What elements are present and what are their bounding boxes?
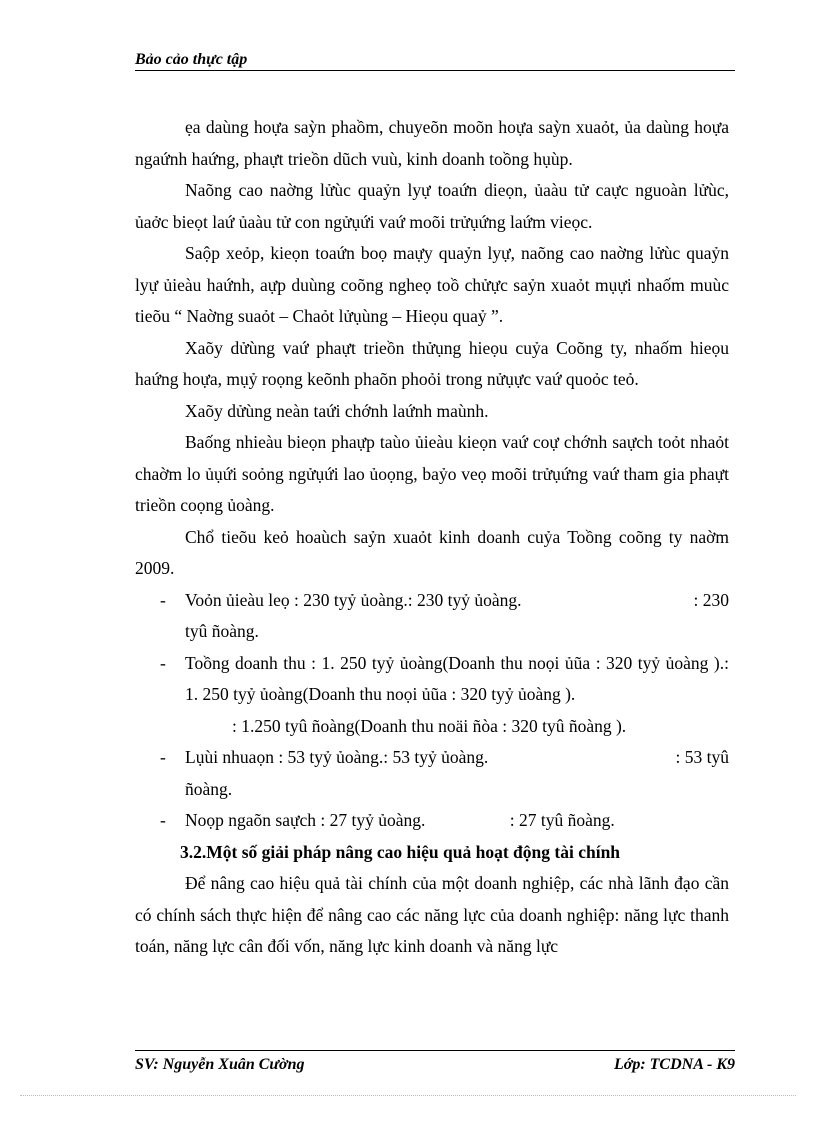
list-item [135, 805, 729, 837]
paragraph-2: Naõng cao naờng lửùc quaỷn lyự toaứn dieọn, ủaàu tử caực nguoàn lửùc, ủaởc bieọt laứ ủaàu tử con ngửụứi vaứ moõi trửụứng laứm vieọc. [135, 180, 729, 232]
page-header-title: Bảo cảo thực tập [135, 51, 248, 68]
paragraph-3: Saộp xeỏp, kieọn toaứn boọ maựy quaỷn lyự, naõng cao naờng lửùc quaỷn lyự ủieàu haứnh, aựp duùng coõng ngheọ toồ chửực saỷn xuaỏt mụựi nhaốm muùc tieõu “ Naờng suaỏt – Chaỏt lửụùng – Hieọu quaỷ ”. [135, 243, 729, 326]
list-item-cont: tyû ñoàng. [185, 621, 259, 641]
list-item-text: Noọp ngaõn saựch : 27 tyỷ ủoàng. [185, 810, 426, 830]
list-item-continuation [135, 774, 729, 806]
list-item-right-value: : 27 tyû ñoàng. [509, 810, 615, 830]
page-edge-dotted-line [20, 1095, 796, 1096]
list-item [135, 585, 729, 617]
paragraph-7: Chổ tieõu keỏ hoaùch saỷn xuaỏt kinh doanh cuỷa Toồng coõng ty naờm 2009. [135, 526, 729, 578]
list-item [135, 742, 729, 774]
page-footer [135, 1054, 735, 1076]
list-item-text: Toồng doanh thu : 1. 250 tyỷ ủoàng(Doanh thu noọi ủũa : 320 tyỷ ủoàng ).: 1. 250 tyỷ ủoàng(Doanh thu noọi ủũa : 320 tyỷ ủoàng ). [185, 652, 729, 704]
list-item-text: Lụùi nhuaọn : 53 tyỷ ủoàng.: 53 tyỷ ủoàng. [185, 747, 489, 767]
list-item-continuation: : 1.250 tyû ñoàng(Doanh thu noäi ñòa : 320 tyû ñoàng ). [232, 715, 627, 736]
list-item-right-value: : 53 tyû [675, 747, 729, 767]
list-item [135, 648, 729, 711]
section-paragraph: Để nâng cao hiệu quả tài chính của một doanh nghiệp, các nhà lãnh đạo cần có chính sách thực hiện để nâng cao các năng lực của doanh nghiệp: năng lực thanh toán, năng lực cân đối vốn, năng lực kinh doanh và năng lực [135, 873, 729, 956]
paragraph-4: Xaõy dửùng vaứ phaựt trieồn thửụng hieọu cuỷa Coõng ty, nhaốm hieọu haứng hoựa, mụỷ roọng keõnh phaõn phoỏi trong nửụực vaứ quoỏc teỏ. [135, 337, 729, 389]
list-dash: - [160, 589, 166, 610]
list-item-cont: ñoàng. [185, 778, 233, 799]
footer-rule [135, 1050, 735, 1051]
list-dash: - [160, 810, 166, 830]
list-dash: - [160, 747, 166, 767]
paragraph-5: Xaõy dửùng neàn taứi chớnh laứnh maùnh. [185, 400, 489, 421]
document-body [135, 112, 729, 963]
list-dash: - [160, 652, 166, 673]
footer-student-name: SV: Nguyễn Xuân Cường [135, 1056, 305, 1073]
list-item-text: Voỏn ủieàu leọ : 230 tyỷ ủoàng.: 230 tyỷ ủoàng. [185, 589, 522, 610]
list-item-right-value: : 230 [693, 589, 729, 610]
paragraph-1: ẹa daùng hoựa saỳn phaồm, chuyeõn moõn hoựa saỳn xuaỏt, ủa daùng hoựa ngaứnh haứng, phaựt trieồn dũch vuù, kinh doanh toồng hụùp. [135, 117, 729, 169]
paragraph-6: Baống nhieàu bieọn phaựp taùo ủieàu kieọn vaứ coự chớnh saựch toỏt nhaỏt chaờm lo ủụứi soỏng ngửụứi lao ủoọng, baỷo veọ moõi trửụứng vaứ tham gia phaựt trieồn coọng ủoàng. [135, 432, 729, 515]
list-item-continuation [135, 616, 729, 648]
footer-class: Lớp: TCDNA - K9 [613, 1056, 735, 1073]
header-rule [135, 70, 735, 71]
section-heading: 3.2.Một số giải pháp nâng cao hiệu quả hoạt động tài chính [180, 841, 621, 862]
